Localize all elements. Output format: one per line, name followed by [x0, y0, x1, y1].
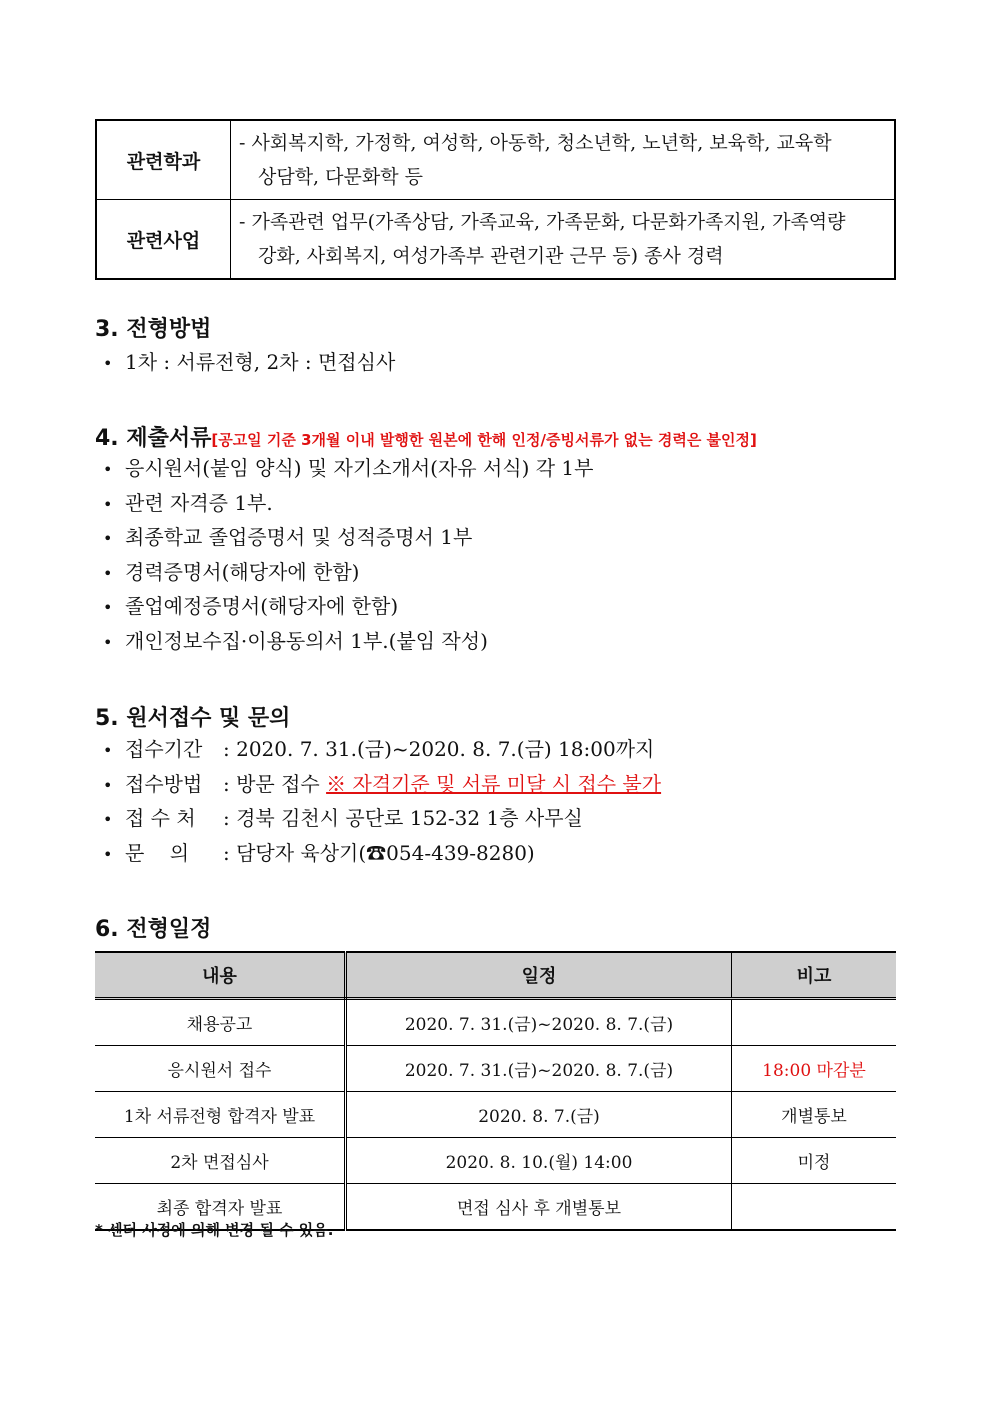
content-line [239, 205, 886, 273]
table-row [96, 120, 895, 200]
bullet-icon: • [103, 494, 113, 514]
row-label: 관련사업 [96, 200, 231, 280]
bullet-icon: • [103, 810, 113, 829]
row-label: 관련학과 [96, 120, 231, 200]
list-item [103, 624, 593, 659]
list-item-text: 최종학교 졸업증명서 및 성적증명서 1부 [125, 525, 473, 549]
table-row [95, 1138, 896, 1184]
section4-list [103, 451, 593, 658]
list-item-text: 개인정보수집·이용동의서 1부.(붙임 작성) [125, 628, 488, 653]
cell-remark: 미정 [732, 1138, 897, 1184]
section3-list [103, 345, 395, 380]
bullet-icon: • [103, 460, 113, 479]
content-line2: 상담학, 다문화학 등 [258, 166, 423, 188]
row-content [231, 200, 896, 280]
list-item-text: 경력증명서(해당자에 한함) [125, 559, 360, 584]
item-value: : 방문 접수 [223, 771, 320, 796]
list-item-text: 응시원서(붙임 양식) 및 자기소개서(자유 서식) 각 1부 [125, 456, 594, 480]
bullet-icon: • [103, 354, 113, 373]
bullet-icon: • [103, 563, 113, 583]
list-item [103, 767, 661, 802]
list-item [103, 486, 593, 521]
item-value: : 담당자 육상기(☎054-439-8280) [223, 840, 535, 865]
item-label: 접 수 처 [125, 806, 196, 830]
cell-schedule: 2020. 7. 31.(금)~2020. 8. 7.(금) [346, 1046, 732, 1092]
bullet-icon: • [103, 775, 113, 795]
item-value: : 경북 김천시 공단로 152-32 1층 사무실 [223, 806, 583, 830]
cell-schedule: 2020. 8. 10.(월) 14:00 [346, 1138, 732, 1184]
table-row [95, 1046, 896, 1092]
table-row [96, 200, 895, 280]
cell-content: 최종 합격자 발표 [95, 1184, 346, 1231]
cell-schedule: 면접 심사 후 개별통보 [346, 1184, 732, 1231]
cell-content: 채용공고 [95, 999, 346, 1046]
column-header: 일정 [346, 952, 732, 999]
list-item [103, 555, 593, 590]
bullet-icon: • [103, 844, 113, 864]
list-item [103, 732, 661, 767]
item-label: 접수방법 [125, 771, 203, 796]
content-line1: - 사회복지학, 가정학, 여성학, 아동학, 청소년학, 노년학, 보육학, 교육학 [239, 132, 832, 154]
cell-remark: 개별통보 [732, 1092, 897, 1138]
warning-note: ※ 자격기준 및 서류 미달 시 접수 불가 [326, 771, 662, 796]
list-item-text: 졸업예정증명서(해당자에 한함) [125, 594, 399, 618]
item-label: 접수기간 [125, 737, 203, 761]
list-item [103, 589, 593, 624]
section5-heading: 5. 원서접수 및 문의 [95, 706, 291, 731]
bullet-icon: • [103, 598, 113, 617]
cell-content: 응시원서 접수 [95, 1046, 346, 1092]
cell-schedule: 2020. 7. 31.(금)~2020. 8. 7.(금) [346, 999, 732, 1046]
column-header: 내용 [95, 952, 346, 999]
list-item [103, 451, 593, 486]
qualification-table [95, 119, 896, 280]
section4-note: [공고일 기준 3개월 이내 발행한 원본에 한해 인정/증빙서류가 없는 경력은 불인정] [211, 431, 757, 449]
bullet-icon: • [103, 632, 113, 652]
section5-list [103, 732, 661, 870]
content-line1: - 가족관련 업무(가족상담, 가족교육, 가족문화, 다문화가족지원, 가족역량 [239, 211, 846, 233]
table-row [95, 999, 896, 1046]
content-line [239, 126, 886, 194]
cell-content: 2차 면접심사 [95, 1138, 346, 1184]
list-item [103, 345, 395, 380]
column-header: 비고 [732, 952, 897, 999]
section4-title: 4. 제출서류 [95, 426, 212, 451]
cell-content: 1차 서류전형 합격자 발표 [95, 1092, 346, 1138]
list-item [103, 801, 661, 836]
item-label: 문 의 [125, 840, 190, 865]
footnote: * 센터 사정에 의해 변경 될 수 있음. [95, 1221, 334, 1239]
list-item-text: 관련 자격증 1부. [125, 490, 273, 515]
table-row [95, 1092, 896, 1138]
section6-heading: 6. 전형일정 [95, 917, 212, 942]
row-content [231, 120, 896, 200]
content-line2: 강화, 사회복지, 여성가족부 관련기관 근무 등) 종사 경력 [258, 245, 724, 267]
list-item-text: 1차 : 서류전형, 2차 : 면접심사 [125, 350, 396, 374]
table-header-row [95, 952, 896, 999]
section4-heading [95, 421, 757, 452]
bullet-icon: • [103, 529, 113, 548]
cell-remark: 18:00 마감분 [732, 1046, 897, 1092]
item-value: : 2020. 7. 31.(금)~2020. 8. 7.(금) 18:00까지 [223, 737, 655, 761]
cell-remark [732, 1184, 897, 1231]
list-item [103, 836, 661, 871]
bullet-icon: • [103, 741, 113, 760]
schedule-table [95, 951, 896, 1231]
cell-remark [732, 999, 897, 1046]
list-item [103, 520, 593, 555]
section3-heading: 3. 전형방법 [95, 317, 212, 342]
cell-schedule: 2020. 8. 7.(금) [346, 1092, 732, 1138]
